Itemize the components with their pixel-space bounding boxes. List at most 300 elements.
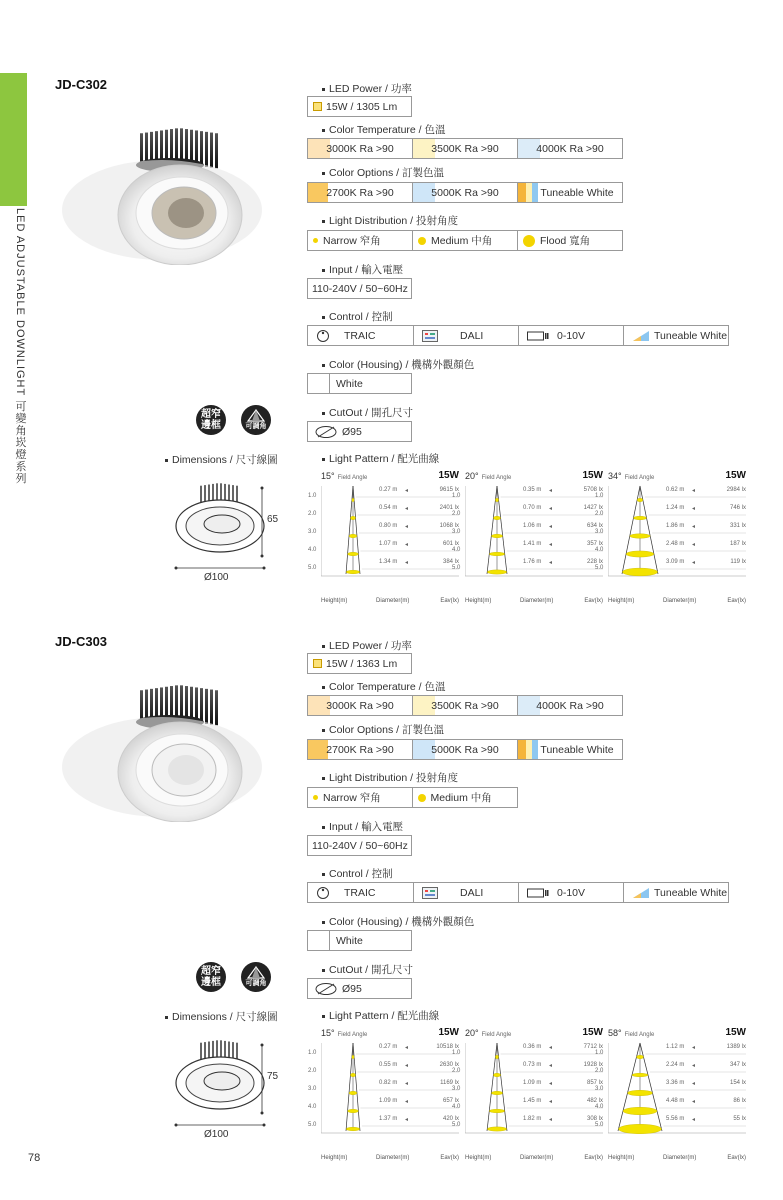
housing-color-box [307, 373, 412, 394]
input-voltage-box [307, 835, 412, 856]
distribution-option [413, 231, 518, 250]
beam-diameter: 0.55 m [379, 1062, 398, 1068]
beam-angle: 34° [608, 471, 622, 481]
color-options-box [307, 182, 623, 203]
illuminance-value: 2984 lx [726, 487, 746, 493]
axis-label-diameter: Diameter(m) [663, 1155, 697, 1161]
adjustable-badge [241, 405, 271, 435]
led-power-value: 15W / 1363 Lm [326, 657, 398, 670]
color-options-box [307, 739, 623, 760]
illuminance-value: 601 lx [442, 541, 459, 547]
arrow-icon: ◂ [405, 1099, 409, 1105]
beam-dot-icon [523, 235, 535, 247]
height-tick: 3.0 [595, 529, 604, 535]
adjustable-badge-text: 可調角 [245, 423, 267, 430]
illuminance-ring [346, 1127, 360, 1131]
height-tick: 2.0 [595, 1068, 604, 1074]
beam-diameter: 1.07 m [379, 541, 398, 547]
arrow-icon: ◂ [549, 1081, 553, 1087]
height-tick: 2.0 [308, 1068, 317, 1074]
color-option [413, 740, 518, 759]
light-pattern-label: Light Pattern / 配光曲線 [322, 451, 439, 466]
chart-title [608, 1028, 654, 1038]
dimmer-switch-icon [527, 331, 549, 341]
beam-diameter: 4.48 m [666, 1098, 685, 1104]
color-temp-option-label: 3500K Ra >90 [431, 699, 499, 712]
beam-angle: 15° [321, 471, 335, 481]
illuminance-ring [352, 1055, 354, 1059]
illuminance-ring [491, 534, 502, 538]
control-option [624, 326, 728, 345]
cutout-box [307, 421, 412, 442]
height-tick: 3.0 [308, 1086, 317, 1092]
distribution-option-label: Medium 中角 [430, 792, 492, 804]
control-option-icon [422, 887, 438, 899]
light-distribution-box [307, 787, 518, 808]
beam-diameter: 0.70 m [523, 505, 542, 511]
beam-diameter: 1.76 m [523, 559, 542, 565]
control-option [624, 883, 728, 902]
height-tick: 5.0 [308, 1122, 317, 1128]
product-model: JD-C303 [55, 634, 108, 649]
light-distribution-label: Light Distribution / 投射角度 [322, 770, 458, 785]
illuminance-ring [493, 516, 500, 520]
arrow-icon: ◂ [549, 1099, 553, 1105]
illuminance-ring [489, 552, 504, 556]
control-option-icon [316, 329, 330, 343]
height-tick: 2.0 [452, 1068, 461, 1074]
color-option-label: Tuneable White [540, 743, 614, 756]
height-tick: 5.0 [308, 565, 317, 571]
axis-label-diameter: Diameter(m) [376, 598, 410, 604]
illuminance-ring [487, 1127, 507, 1131]
beam-cone [608, 484, 748, 594]
illuminance-ring [349, 1091, 357, 1095]
adjustable-badge [241, 962, 271, 992]
color-temperature-box [307, 695, 623, 716]
dimensions-label: Dimensions / 尺寸線圖 [165, 1009, 278, 1024]
color-temp-option [308, 139, 413, 158]
arrow-icon: ◂ [549, 1063, 553, 1069]
color-temp-option [413, 139, 518, 158]
beam-diameter: 3.09 m [666, 559, 685, 565]
control-option-icon [527, 331, 549, 341]
illuminance-value: 7712 lx [583, 1044, 603, 1050]
section-side-title: LED ADJUSTABLE DOWNLIGHT 可變角崁燈系列 [14, 208, 26, 485]
chart-title [321, 1028, 367, 1038]
field-angle-text: Field Angle [481, 1032, 512, 1038]
chart-title [465, 1028, 511, 1038]
color-temp-option [413, 696, 518, 715]
height-tick: 4.0 [452, 1104, 461, 1110]
arrow-icon: ◂ [692, 1117, 696, 1123]
control-option [414, 883, 519, 902]
height-tick: 5.0 [452, 1122, 461, 1128]
product-photo [60, 682, 265, 822]
illuminance-ring [630, 534, 650, 539]
beam-angle: 20° [465, 1028, 479, 1038]
illuminance-value: 357 lx [586, 541, 603, 547]
illuminance-value: 55 lx [733, 1116, 746, 1122]
control-option-label: 0-10V [557, 329, 586, 342]
beam-diameter: 0.36 m [523, 1044, 542, 1050]
distribution-option-label: Narrow 窄角 [323, 235, 381, 247]
chart-power: 15W [438, 1027, 459, 1038]
height-tick: 1.0 [308, 1050, 317, 1056]
beam-diameter: 1.09 m [523, 1080, 542, 1086]
illuminance-ring [495, 1055, 498, 1059]
arrow-icon: ◂ [692, 524, 696, 530]
control-option-label: TRAIC [344, 329, 376, 342]
arrow-icon: ◂ [405, 1081, 409, 1087]
illuminance-value: 482 lx [586, 1098, 603, 1104]
led-power-box [307, 96, 412, 117]
beam-pattern-chart [308, 470, 461, 604]
beam-diameter: 0.82 m [379, 1080, 398, 1086]
control-option-label: Tuneable White [654, 329, 728, 342]
field-angle-text: Field Angle [337, 475, 368, 481]
illuminance-ring [491, 1091, 502, 1095]
illuminance-ring [495, 498, 498, 502]
arrow-icon: ◂ [692, 542, 696, 548]
illuminance-ring [628, 1090, 653, 1096]
arrow-icon: ◂ [549, 524, 553, 530]
dimmer-switch-icon [527, 888, 549, 898]
color-option [518, 740, 622, 759]
illuminance-ring [348, 552, 359, 556]
height-tick: 2.0 [452, 511, 461, 517]
color-option [308, 183, 413, 202]
arrow-icon: ◂ [549, 488, 553, 494]
housing-color-value: White [336, 934, 363, 947]
axis-label-diameter: Diameter(m) [520, 598, 554, 604]
illuminance-value: 384 lx [442, 559, 459, 565]
housing-color-box [307, 930, 412, 951]
beam-cone [321, 484, 461, 594]
illuminance-value: 154 lx [729, 1080, 746, 1086]
arrow-icon: ◂ [405, 1117, 409, 1123]
page-number: 78 [28, 1152, 41, 1164]
chart-title [321, 471, 367, 481]
arrow-icon: ◂ [405, 524, 409, 530]
height-tick: 5.0 [595, 1122, 604, 1128]
beam-cone [321, 1041, 461, 1151]
beam-diameter: 1.09 m [379, 1098, 398, 1104]
color-temp-option-label: 4000K Ra >90 [536, 699, 604, 712]
axis-label-diameter: Diameter(m) [520, 1155, 554, 1161]
axis-label-height: Height(m) [465, 1155, 492, 1161]
control-label: Control / 控制 [322, 309, 393, 324]
light-pattern-label: Light Pattern / 配光曲線 [322, 1008, 439, 1023]
dimension-diameter: Ø100 [204, 572, 229, 583]
height-tick: 5.0 [595, 565, 604, 571]
height-tick: 4.0 [452, 547, 461, 553]
beam-angle: 15° [321, 1028, 335, 1038]
led-power-label: LED Power / 功率 [322, 81, 412, 96]
color-temp-option-label: 4000K Ra >90 [536, 142, 604, 155]
field-angle-text: Field Angle [624, 1032, 655, 1038]
color-option [413, 183, 518, 202]
color-option-label: 2700K Ra >90 [326, 186, 394, 199]
height-tick: 5.0 [452, 565, 461, 571]
illuminance-ring [348, 1109, 359, 1113]
illuminance-value: 187 lx [729, 541, 746, 547]
triac-dimmer-icon [316, 886, 330, 900]
height-tick: 1.0 [452, 493, 461, 499]
illuminance-value: 857 lx [586, 1080, 603, 1086]
arrow-icon: ◂ [692, 1045, 696, 1051]
illuminance-ring [623, 1107, 657, 1114]
illuminance-value: 420 lx [442, 1116, 459, 1122]
color-temp-option [518, 696, 622, 715]
color-temp-label: Color Temperature / 色溫 [322, 122, 446, 137]
beam-diameter: 0.27 m [379, 487, 398, 493]
control-option-icon [632, 330, 650, 342]
beam-pattern-chart [595, 1027, 748, 1161]
color-option-label: 5000K Ra >90 [431, 743, 499, 756]
beam-diameter: 1.06 m [523, 523, 542, 529]
illuminance-value: 657 lx [442, 1098, 459, 1104]
illuminance-value: 1427 lx [583, 505, 603, 511]
field-angle-text: Field Angle [624, 475, 655, 481]
beam-pattern-chart [452, 470, 605, 604]
arrow-icon: ◂ [405, 1045, 409, 1051]
color-option-label: 2700K Ra >90 [326, 743, 394, 756]
illuminance-value: 228 lx [586, 559, 603, 565]
height-tick: 1.0 [595, 493, 604, 499]
illuminance-ring [350, 1073, 355, 1077]
color-temp-label: Color Temperature / 色溫 [322, 679, 446, 694]
beam-diameter: 3.36 m [666, 1080, 685, 1086]
beam-diameter: 1.41 m [523, 541, 542, 547]
illuminance-ring [352, 498, 354, 502]
axis-label-eav: Eav(lx) [440, 598, 459, 604]
housing-label: Color (Housing) / 機構外觀顏色 [322, 914, 474, 929]
housing-swatch [308, 374, 330, 393]
control-option-label: TRAIC [344, 886, 376, 899]
input-voltage-box [307, 278, 412, 299]
beam-diameter: 1.45 m [523, 1098, 542, 1104]
housing-label: Color (Housing) / 機構外觀顏色 [322, 357, 474, 372]
illuminance-ring [346, 570, 360, 574]
housing-color-value: White [336, 377, 363, 390]
distribution-option [308, 231, 413, 250]
led-chip-icon [313, 659, 322, 668]
color-option-label: Tuneable White [540, 186, 614, 199]
color-option [308, 740, 413, 759]
cutout-hole-icon [314, 425, 338, 439]
color-options-label: Color Options / 訂製色溫 [322, 165, 444, 180]
dimension-diameter: Ø100 [204, 1129, 229, 1140]
axis-label-eav: Eav(lx) [584, 1155, 603, 1161]
height-tick: 3.0 [595, 1086, 604, 1092]
distribution-option-label: Medium 中角 [431, 235, 493, 247]
arrow-icon: ◂ [692, 1081, 696, 1087]
narrow-frame-badge-text: 超窄邊框 [201, 409, 221, 431]
cutout-box [307, 978, 412, 999]
distribution-option-label: Narrow 窄角 [323, 792, 381, 804]
chart-title [608, 471, 654, 481]
axis-label-height: Height(m) [608, 1155, 635, 1161]
height-tick: 4.0 [595, 1104, 604, 1110]
color-temperature-box [307, 138, 623, 159]
control-label: Control / 控制 [322, 866, 393, 881]
light-distribution-box [307, 230, 623, 251]
led-chip-icon [313, 102, 322, 111]
control-option-icon [632, 887, 650, 899]
beam-diameter: 0.35 m [523, 487, 542, 493]
beam-pattern-chart [595, 470, 748, 604]
axis-label-diameter: Diameter(m) [663, 598, 697, 604]
chart-power: 15W [725, 1027, 746, 1038]
arrow-icon: ◂ [692, 506, 696, 512]
axis-label-eav: Eav(lx) [727, 1155, 746, 1161]
beam-diameter: 1.86 m [666, 523, 685, 529]
tuneable-white-icon [632, 330, 650, 342]
control-option [308, 326, 414, 345]
color-option-label: 5000K Ra >90 [431, 186, 499, 199]
illuminance-ring [349, 534, 357, 538]
cutout-label: CutOut / 開孔尺寸 [322, 405, 413, 420]
illuminance-value: 1928 lx [583, 1062, 603, 1068]
dali-panel-icon [422, 887, 438, 899]
axis-label-eav: Eav(lx) [440, 1155, 459, 1161]
illuminance-ring [350, 516, 355, 520]
cutout-label: CutOut / 開孔尺寸 [322, 962, 413, 977]
arrow-icon: ◂ [405, 506, 409, 512]
illuminance-ring [633, 516, 646, 520]
dimension-height: 65 [267, 514, 279, 525]
height-tick: 3.0 [452, 529, 461, 535]
control-option-label: DALI [460, 886, 484, 899]
narrow-frame-badge [196, 405, 226, 435]
illuminance-value: 5708 lx [583, 487, 603, 493]
illuminance-ring [487, 570, 507, 574]
cutout-value: Ø95 [342, 425, 362, 438]
beam-pattern-chart [452, 1027, 605, 1161]
height-tick: 4.0 [595, 547, 604, 553]
distribution-option [413, 788, 518, 807]
color-temp-option-label: 3000K Ra >90 [326, 142, 394, 155]
axis-label-height: Height(m) [608, 598, 635, 604]
control-option-label: DALI [460, 329, 484, 342]
beam-diameter: 1.24 m [666, 505, 685, 511]
narrow-frame-badge-text: 超窄邊框 [201, 966, 221, 988]
illuminance-value: 9615 lx [439, 487, 459, 493]
beam-dot-icon [313, 795, 318, 800]
beam-pattern-chart [308, 1027, 461, 1161]
adjustable-badge-text: 可調角 [245, 980, 267, 987]
beam-diameter: 0.27 m [379, 1044, 398, 1050]
arrow-icon: ◂ [405, 542, 409, 548]
led-power-value: 15W / 1305 Lm [326, 100, 398, 113]
arrow-icon: ◂ [549, 542, 553, 548]
input-voltage-value: 110-240V / 50~60Hz [312, 282, 408, 295]
beam-diameter: 2.48 m [666, 541, 685, 547]
color-options-label: Color Options / 訂製色溫 [322, 722, 444, 737]
control-box [307, 882, 729, 903]
height-tick: 2.0 [308, 511, 317, 517]
distribution-option [518, 231, 622, 250]
height-tick: 2.0 [595, 511, 604, 517]
color-temp-option [308, 696, 413, 715]
chart-power: 15W [438, 470, 459, 481]
illuminance-value: 308 lx [586, 1116, 603, 1122]
section-accent-bar [0, 73, 27, 206]
control-option [414, 326, 519, 345]
beam-diameter: 1.12 m [666, 1044, 685, 1050]
housing-swatch [308, 931, 330, 950]
cutout-value: Ø95 [342, 982, 362, 995]
light-distribution-label: Light Distribution / 投射角度 [322, 213, 458, 228]
illuminance-ring [622, 568, 657, 576]
control-option-label: 0-10V [557, 886, 586, 899]
control-box [307, 325, 729, 346]
axis-label-eav: Eav(lx) [584, 598, 603, 604]
beam-diameter: 1.34 m [379, 559, 398, 565]
axis-label-diameter: Diameter(m) [376, 1155, 410, 1161]
beam-diameter: 1.37 m [379, 1116, 398, 1122]
product-model: JD-C302 [55, 77, 108, 92]
illuminance-ring [626, 551, 654, 557]
arrow-icon: ◂ [549, 1045, 553, 1051]
product-photo [60, 125, 265, 265]
distribution-option [308, 788, 413, 807]
illuminance-value: 119 lx [730, 559, 746, 565]
color-temp-option-label: 3500K Ra >90 [431, 142, 499, 155]
chart-title [465, 471, 511, 481]
dimensions-label: Dimensions / 尺寸線圖 [165, 452, 278, 467]
downlight-image [60, 125, 265, 265]
chart-power: 15W [725, 470, 746, 481]
arrow-icon: ◂ [405, 560, 409, 566]
illuminance-value: 331 lx [729, 523, 746, 529]
beam-angle: 58° [608, 1028, 622, 1038]
height-tick: 1.0 [452, 1050, 461, 1056]
led-power-label: LED Power / 功率 [322, 638, 412, 653]
axis-label-height: Height(m) [321, 1155, 348, 1161]
illuminance-ring [637, 1055, 644, 1059]
illuminance-value: 1068 lx [439, 523, 459, 529]
height-tick: 1.0 [308, 493, 317, 499]
height-tick: 1.0 [595, 1050, 604, 1056]
beam-cone [608, 1041, 748, 1151]
illuminance-value: 1389 lx [726, 1044, 746, 1050]
control-option-icon [422, 330, 438, 342]
control-option-label: Tuneable White [654, 886, 728, 899]
beam-diameter: 2.24 m [666, 1062, 685, 1068]
beam-dot-icon [418, 794, 426, 802]
color-temp-option [518, 139, 622, 158]
height-tick: 3.0 [452, 1086, 461, 1092]
dali-panel-icon [422, 330, 438, 342]
chart-power: 15W [582, 1027, 603, 1038]
control-option-icon [527, 888, 549, 898]
illuminance-ring [493, 1073, 500, 1077]
downlight-image [60, 682, 265, 822]
illuminance-ring [489, 1109, 504, 1113]
beam-cone [465, 1041, 605, 1151]
illuminance-value: 10518 lx [436, 1044, 459, 1050]
axis-label-eav: Eav(lx) [727, 598, 746, 604]
illuminance-value: 1169 lx [440, 1080, 459, 1086]
input-voltage-value: 110-240V / 50~60Hz [312, 839, 408, 852]
beam-diameter: 0.80 m [379, 523, 398, 529]
illuminance-value: 634 lx [586, 523, 603, 529]
arrow-icon: ◂ [549, 1117, 553, 1123]
beam-cone [465, 484, 605, 594]
illuminance-value: 2630 lx [439, 1062, 459, 1068]
